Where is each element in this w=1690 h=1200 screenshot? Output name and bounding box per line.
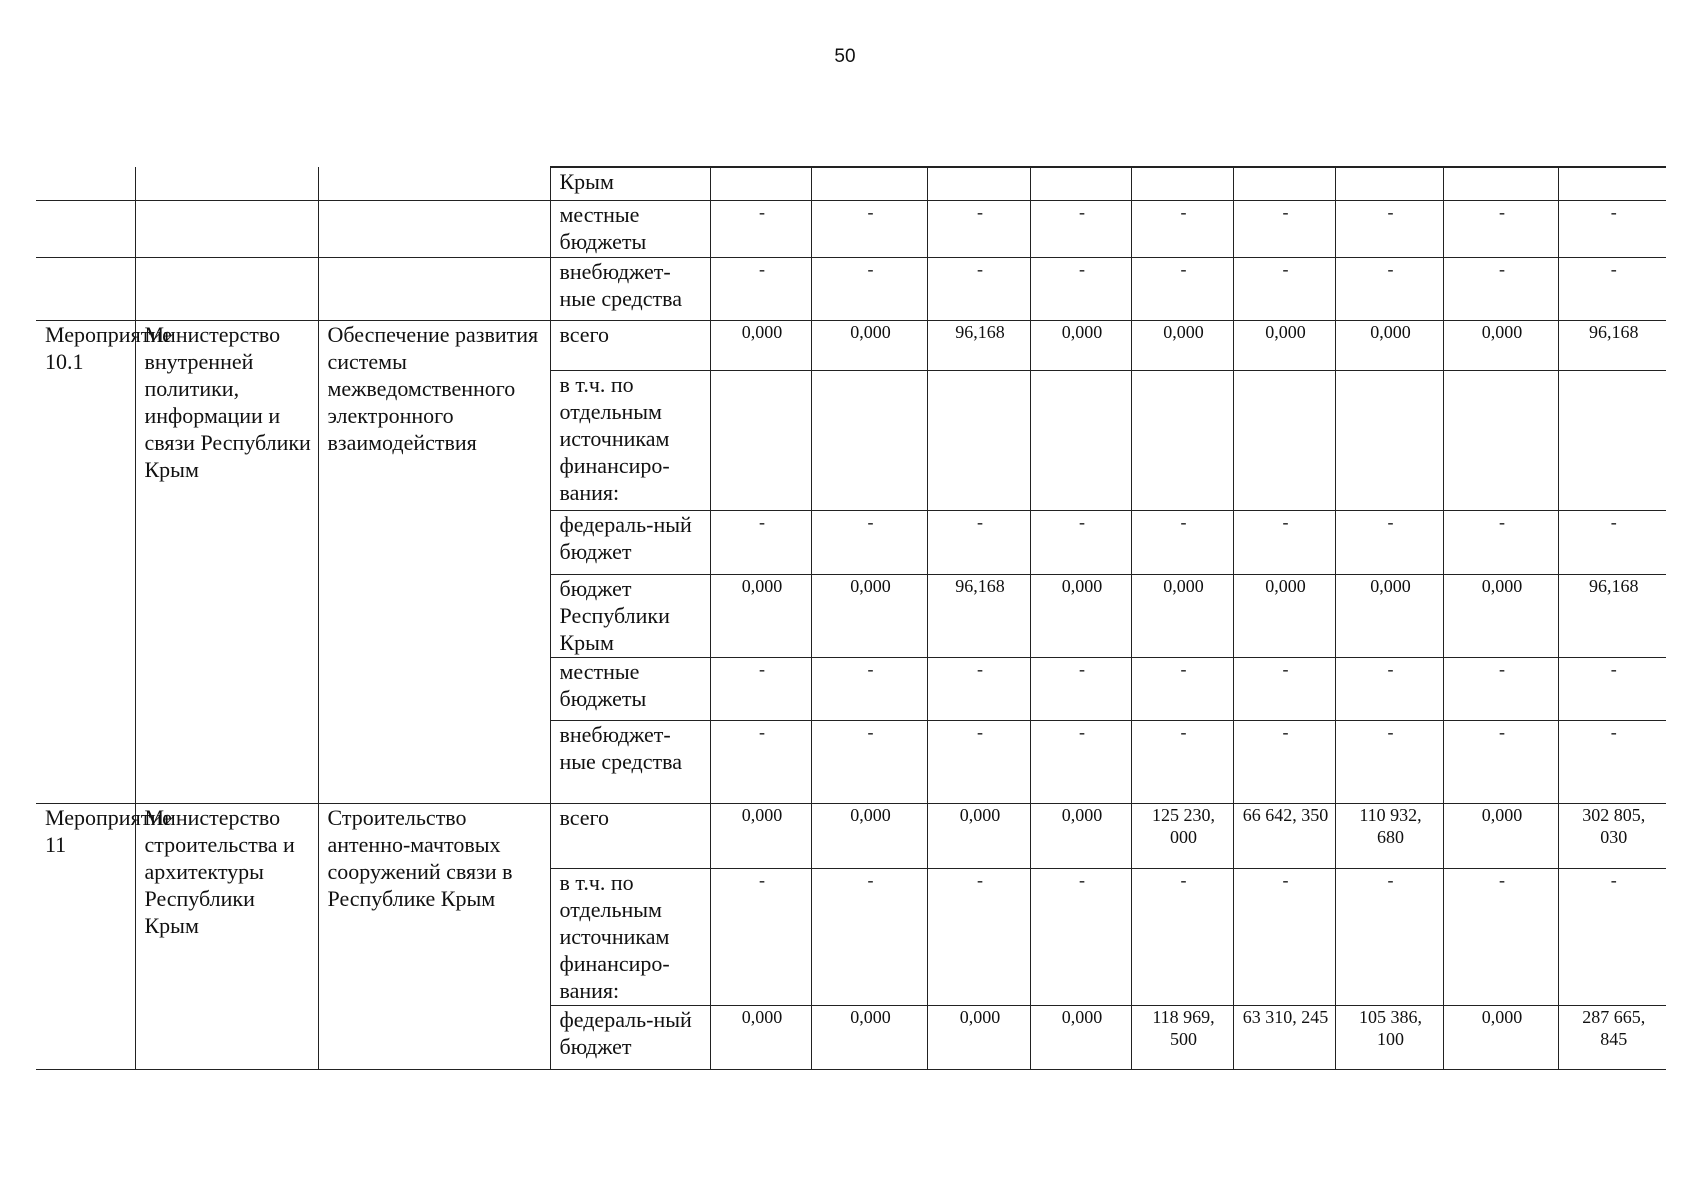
source-cell: бюджет Республики Крым — [550, 574, 710, 657]
source-cell: местные бюджеты — [550, 200, 710, 257]
value-cell: - — [1233, 200, 1335, 257]
value-cell: 118 969, 500 — [1131, 1005, 1233, 1069]
value-cell: 0,000 — [1233, 320, 1335, 370]
table-row — [36, 200, 1666, 257]
value-cell: - — [927, 657, 1030, 720]
value-cell: 0,000 — [710, 320, 811, 370]
value-cell: - — [811, 257, 927, 320]
value-cell: - — [927, 720, 1030, 803]
value-cell: - — [811, 657, 927, 720]
value-cell — [1131, 167, 1233, 200]
value-cell: 0,000 — [811, 1005, 927, 1069]
name-cell: Обеспечение развития системы межведомственного электронного взаимодействия — [318, 320, 550, 803]
value-cell: - — [811, 510, 927, 574]
value-cell — [1030, 167, 1131, 200]
value-cell: - — [1335, 510, 1443, 574]
value-cell: 0,000 — [1030, 1005, 1131, 1069]
name-cell — [318, 167, 550, 200]
value-cell: - — [710, 257, 811, 320]
value-cell: - — [1233, 868, 1335, 1005]
value-cell: - — [1443, 657, 1558, 720]
value-cell — [1335, 370, 1443, 510]
source-cell: всего — [550, 803, 710, 868]
value-cell — [1558, 370, 1666, 510]
name-cell: Строительство антенно-мачтовых сооружений связи в Республике Крым — [318, 803, 550, 1069]
value-cell: - — [710, 510, 811, 574]
source-cell: в т.ч. по отдельным источникам финансиро-вания: — [550, 868, 710, 1005]
value-cell: - — [1030, 510, 1131, 574]
value-cell: 96,168 — [1558, 320, 1666, 370]
value-cell: - — [811, 720, 927, 803]
value-cell: - — [1030, 657, 1131, 720]
value-cell: - — [1030, 200, 1131, 257]
value-cell — [1558, 167, 1666, 200]
source-cell: федераль-ный бюджет — [550, 510, 710, 574]
value-cell: 0,000 — [811, 803, 927, 868]
value-cell — [1233, 370, 1335, 510]
value-cell: - — [811, 200, 927, 257]
value-cell — [710, 370, 811, 510]
value-cell: - — [1030, 257, 1131, 320]
value-cell: - — [1558, 510, 1666, 574]
source-cell: всего — [550, 320, 710, 370]
source-cell: федераль-ный бюджет — [550, 1005, 710, 1069]
value-cell: - — [927, 868, 1030, 1005]
value-cell: - — [1233, 510, 1335, 574]
value-cell: 96,168 — [927, 320, 1030, 370]
value-cell — [927, 167, 1030, 200]
value-cell: - — [1030, 868, 1131, 1005]
value-cell: 0,000 — [1030, 574, 1131, 657]
value-cell: 110 932, 680 — [1335, 803, 1443, 868]
executor-cell — [135, 257, 318, 320]
executor-cell: Министерство внутренней политики, информации и связи Республики Крым — [135, 320, 318, 803]
value-cell: 96,168 — [1558, 574, 1666, 657]
value-cell: - — [710, 657, 811, 720]
value-cell: 0,000 — [927, 1005, 1030, 1069]
value-cell: - — [1131, 720, 1233, 803]
name-cell — [318, 257, 550, 320]
value-cell: - — [1131, 257, 1233, 320]
value-cell: - — [1558, 200, 1666, 257]
event-cell — [36, 200, 135, 257]
value-cell: - — [710, 868, 811, 1005]
value-cell: 0,000 — [811, 320, 927, 370]
value-cell: - — [927, 257, 1030, 320]
value-cell: 0,000 — [1030, 803, 1131, 868]
source-cell: местные бюджеты — [550, 657, 710, 720]
value-cell: - — [1443, 720, 1558, 803]
name-cell — [318, 200, 550, 257]
value-cell: 0,000 — [811, 574, 927, 657]
value-cell: - — [1233, 657, 1335, 720]
value-cell: 66 642, 350 — [1233, 803, 1335, 868]
value-cell: 105 386, 100 — [1335, 1005, 1443, 1069]
value-cell: - — [1443, 510, 1558, 574]
value-cell: 302 805, 030 — [1558, 803, 1666, 868]
table-row — [36, 257, 1666, 320]
value-cell: - — [1335, 257, 1443, 320]
value-cell: - — [1335, 720, 1443, 803]
event-cell — [36, 167, 135, 200]
value-cell — [1030, 370, 1131, 510]
value-cell: 0,000 — [1131, 320, 1233, 370]
value-cell: 0,000 — [1131, 574, 1233, 657]
value-cell — [1443, 167, 1558, 200]
event-cell: Мероприятие 11 — [36, 803, 135, 1069]
page-number: 50 — [834, 46, 856, 67]
value-cell: 125 230, 000 — [1131, 803, 1233, 868]
table-row — [36, 167, 1666, 200]
value-cell — [1443, 370, 1558, 510]
value-cell: - — [927, 510, 1030, 574]
table-row — [36, 803, 1666, 868]
value-cell: - — [811, 868, 927, 1005]
value-cell: - — [1558, 720, 1666, 803]
event-cell: Мероприятие 10.1 — [36, 320, 135, 803]
value-cell: - — [1558, 868, 1666, 1005]
value-cell: - — [710, 720, 811, 803]
value-cell: 0,000 — [1443, 803, 1558, 868]
budget-table — [36, 166, 1666, 1070]
value-cell: 96,168 — [927, 574, 1030, 657]
value-cell: 0,000 — [1030, 320, 1131, 370]
value-cell: - — [1131, 868, 1233, 1005]
value-cell: 0,000 — [1335, 320, 1443, 370]
value-cell: 0,000 — [710, 1005, 811, 1069]
source-cell: Крым — [550, 167, 710, 200]
value-cell: 0,000 — [1233, 574, 1335, 657]
value-cell: 0,000 — [1443, 320, 1558, 370]
event-cell — [36, 257, 135, 320]
value-cell — [1233, 167, 1335, 200]
executor-cell: Министерство строительства и архитектуры Республики Крым — [135, 803, 318, 1069]
value-cell: - — [1443, 200, 1558, 257]
value-cell: - — [1443, 257, 1558, 320]
value-cell: - — [1233, 720, 1335, 803]
value-cell — [811, 167, 927, 200]
value-cell: 0,000 — [927, 803, 1030, 868]
value-cell: - — [927, 200, 1030, 257]
executor-cell — [135, 167, 318, 200]
value-cell: 0,000 — [1443, 574, 1558, 657]
value-cell — [927, 370, 1030, 510]
value-cell: - — [1558, 657, 1666, 720]
value-cell: - — [1030, 720, 1131, 803]
value-cell: - — [1131, 657, 1233, 720]
source-cell: внебюджет-ные средства — [550, 720, 710, 803]
value-cell — [1335, 167, 1443, 200]
value-cell: - — [1335, 868, 1443, 1005]
value-cell: - — [1131, 510, 1233, 574]
value-cell: 287 665, 845 — [1558, 1005, 1666, 1069]
source-cell: в т.ч. по отдельным источникам финансиро-вания: — [550, 370, 710, 510]
table-row — [36, 320, 1666, 370]
value-cell: - — [1558, 257, 1666, 320]
value-cell: - — [1443, 868, 1558, 1005]
value-cell: - — [710, 200, 811, 257]
value-cell — [811, 370, 927, 510]
value-cell: - — [1131, 200, 1233, 257]
value-cell: - — [1335, 200, 1443, 257]
value-cell: 63 310, 245 — [1233, 1005, 1335, 1069]
value-cell: - — [1233, 257, 1335, 320]
value-cell — [710, 167, 811, 200]
value-cell: 0,000 — [1443, 1005, 1558, 1069]
executor-cell — [135, 200, 318, 257]
value-cell: 0,000 — [1335, 574, 1443, 657]
source-cell: внебюджет-ные средства — [550, 257, 710, 320]
value-cell: - — [1335, 657, 1443, 720]
value-cell: 0,000 — [710, 574, 811, 657]
value-cell — [1131, 370, 1233, 510]
value-cell: 0,000 — [710, 803, 811, 868]
